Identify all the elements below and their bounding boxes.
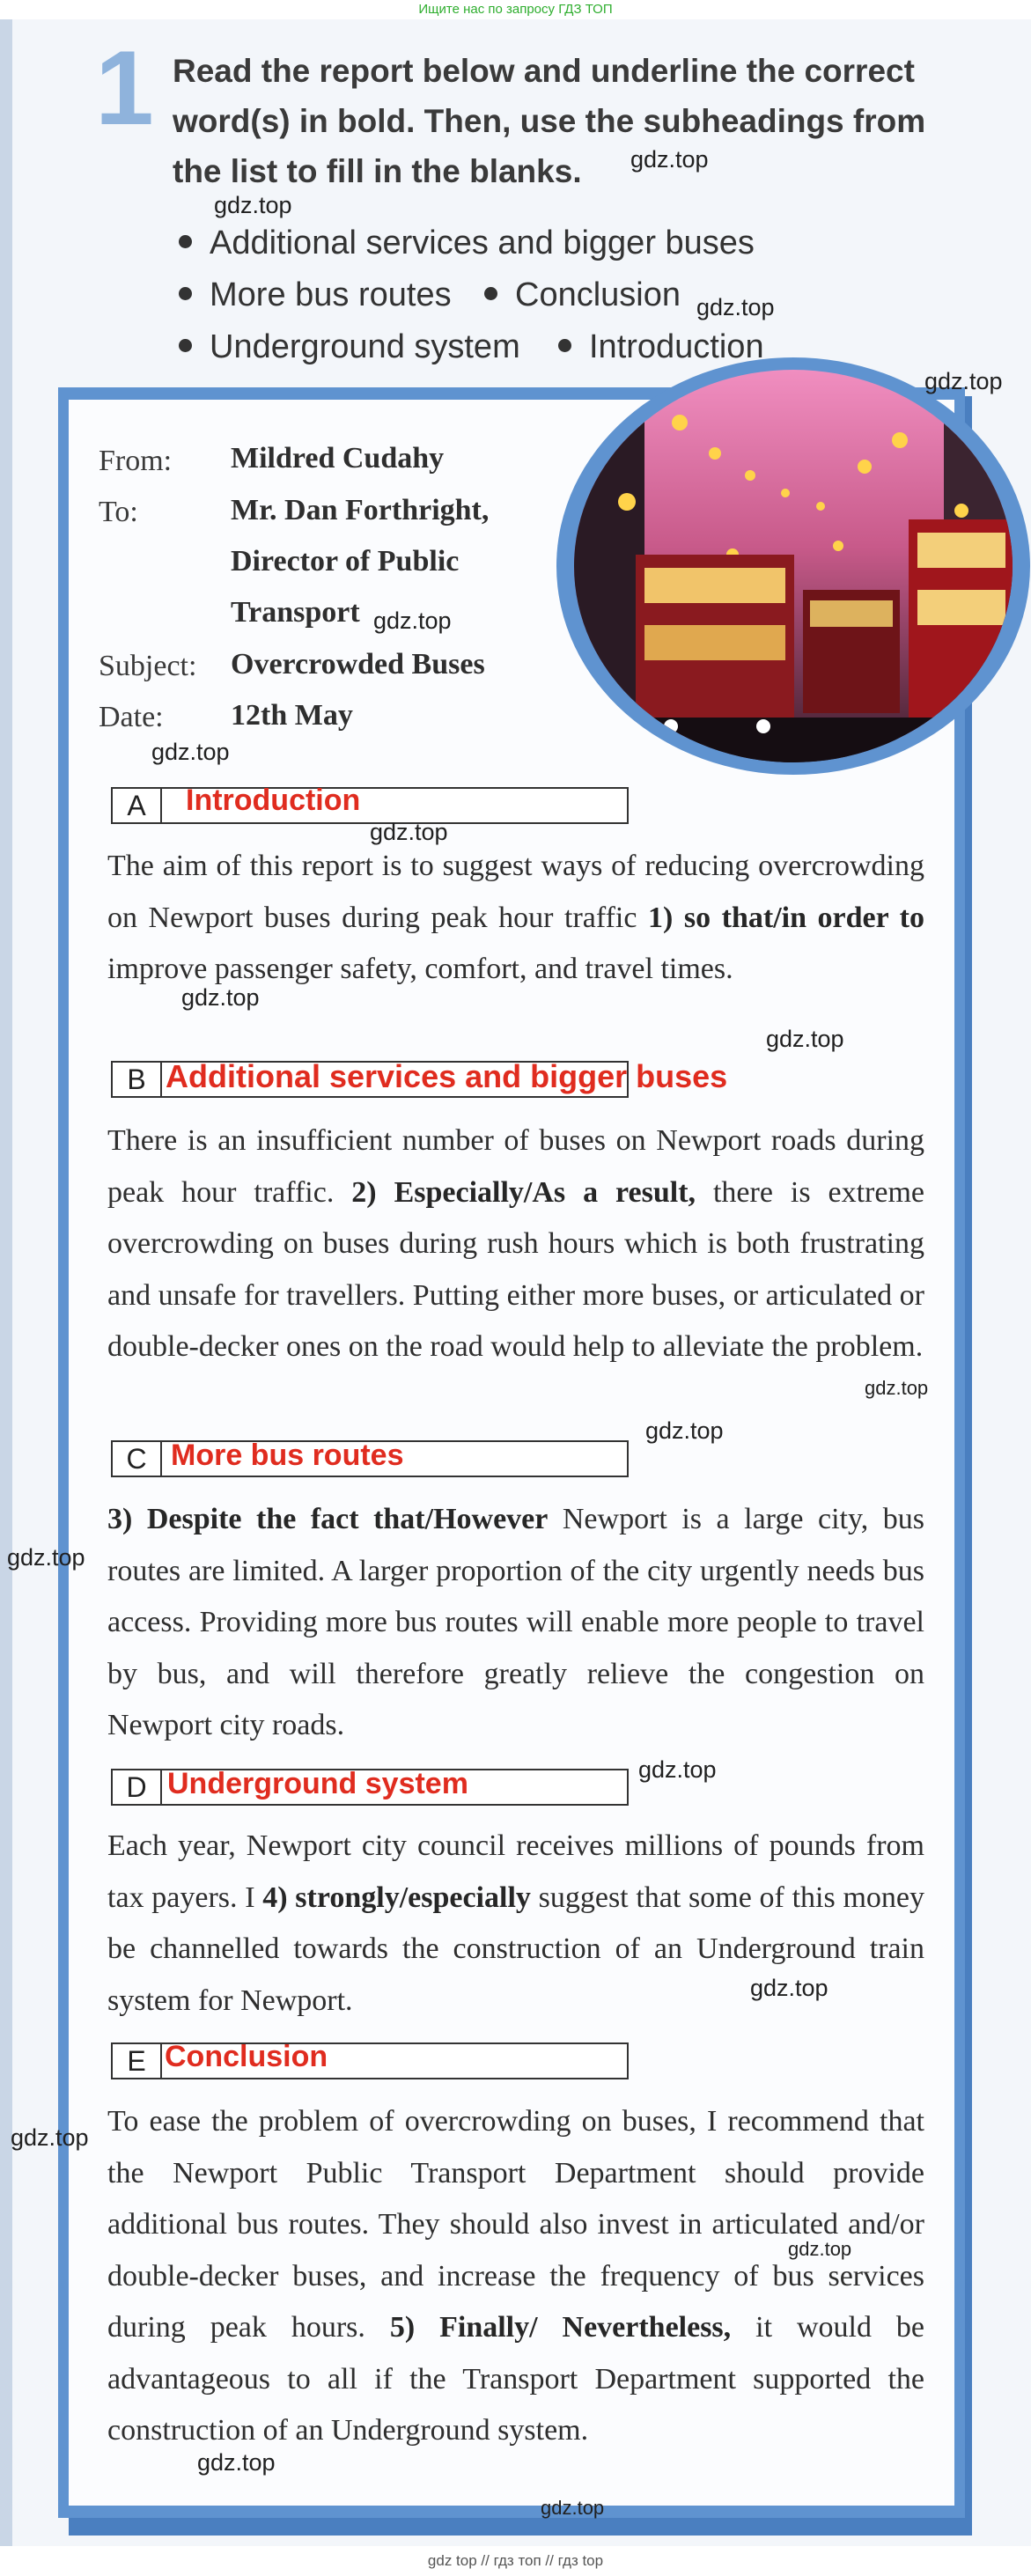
section-letter: C [113,1442,162,1476]
date-value: 12th May [231,699,353,732]
watermark: gdz.top [181,984,260,1011]
watermark: gdz.top [151,739,230,765]
section-b-answer: Additional services and bigger buses [166,1058,728,1094]
choice-1: 1) so that/in order to [648,901,924,934]
watermark: gdz.top [370,819,448,845]
watermark: gdz.top [750,1975,828,2001]
to-value-line3: Transport [231,596,360,629]
section-letter: B [113,1063,162,1096]
watermark: gdz.top [373,607,452,634]
choice-2: 2) Especially/As a result, [351,1175,696,1209]
choice-4: 4) strongly/especially [262,1880,531,1914]
choice-3: 3) Despite the fact that/However [107,1503,549,1535]
bullet-icon [179,339,192,352]
paragraph-b: There is an insufficient number of buses on Newport roads during peak hour traffic. 2) Especially/As a result, there is extreme overcrowding on buses during rush hours which is both frustrating and unsafe for travellers. Putting either more buses, or articulated or double-decker ones on the road would help to alleviate the problem. [107,1124,925,1363]
section-a-answer: Introduction [186,784,361,817]
bullet-icon [484,287,497,300]
choice-5: 5) Finally/ Nevertheless, [389,2311,732,2344]
section-d-answer: Underground system [167,1767,468,1800]
from-value: Mildred Cudahy [231,442,445,475]
section-letter: E [113,2044,162,2078]
paragraph-c: 3) Despite the fact that/However Newport is a large city, bus routes are limited. A larger proportion of the city urgently needs bus access. Providing more bus routes will enable more people to travel by bus, and will therefore greatly relieve the congestion on Newport city roads. [107,1503,925,1741]
option-item: Underground system [179,328,520,366]
paragraph-d: Each year, Newport city council receives millions of pounds from tax payers. I 4) strongly/especially suggest that some of this money be channelled towards the construction of an Underground train system for Newport. [107,1829,924,2017]
watermark: gdz.top [766,1026,844,1052]
to-value-line1: Mr. Dan Forthright, [231,494,490,526]
option-item: More bus routes [179,276,452,314]
bus-photo [574,370,1013,762]
paragraph-e: To ease the problem of overcrowding on buses, I recommend that the Newport Public Transport Department should provide additional bus routes. They should also invest in articulated and/or double-decker buses, and increase the frequency of bus services during peak hours. 5) Finally/ Nevertheless, it would be advantageous to all if the Transport Department supported the construction of an Underground system. [107,2105,924,2447]
watermark: gdz.top [788,2238,852,2260]
watermark: gdz.top [865,1377,929,1399]
exercise-instruction: Read the report below and underline the correct word(s) in bold. Then, use the subheadings from the list to fill in the blanks. [173,53,926,189]
from-label: From: [99,445,173,477]
watermark: gdz.top [11,2124,89,2151]
option-item: Additional services and bigger buses [179,224,755,262]
to-value-line2: Director of Public [231,545,460,578]
footer-links[interactable]: gdz top // гдз топ // гдз top [0,2546,1031,2576]
watermark: gdz.top [541,2497,605,2519]
page-edge [0,19,12,2546]
option-item: Introduction [558,328,764,366]
bullet-icon [179,287,192,300]
to-label: To: [99,496,138,528]
section-c-answer: More bus routes [171,1439,404,1472]
exercise-number: 1 [95,29,154,147]
watermark: gdz.top [630,146,709,173]
watermark: gdz.top [638,1756,717,1783]
option-item: Conclusion [484,276,681,314]
paragraph-a: The aim of this report is to suggest ways of reducing overcrowding on Newport buses during peak hour traffic 1) so that/in order to improve passenger safety, comfort, and travel times. [107,850,924,985]
section-letter: A [113,789,162,822]
site-banner[interactable]: Ищите нас по запросу ГДЗ ТОП [0,0,1031,19]
watermark: gdz.top [214,192,292,218]
london-buses-illustration [574,370,1013,762]
watermark: gdz.top [645,1417,724,1444]
section-letter: D [113,1770,162,1804]
watermark: gdz.top [696,294,775,320]
subject-label: Subject: [99,650,197,682]
watermark: gdz.top [924,368,1003,394]
subject-value: Overcrowded Buses [231,648,485,681]
watermark: gdz.top [197,2449,276,2476]
bullet-icon [179,235,192,248]
bullet-icon [558,339,571,352]
date-label: Date: [99,701,164,733]
watermark: gdz.top [7,1544,85,1571]
section-e-answer: Conclusion [165,2040,328,2073]
